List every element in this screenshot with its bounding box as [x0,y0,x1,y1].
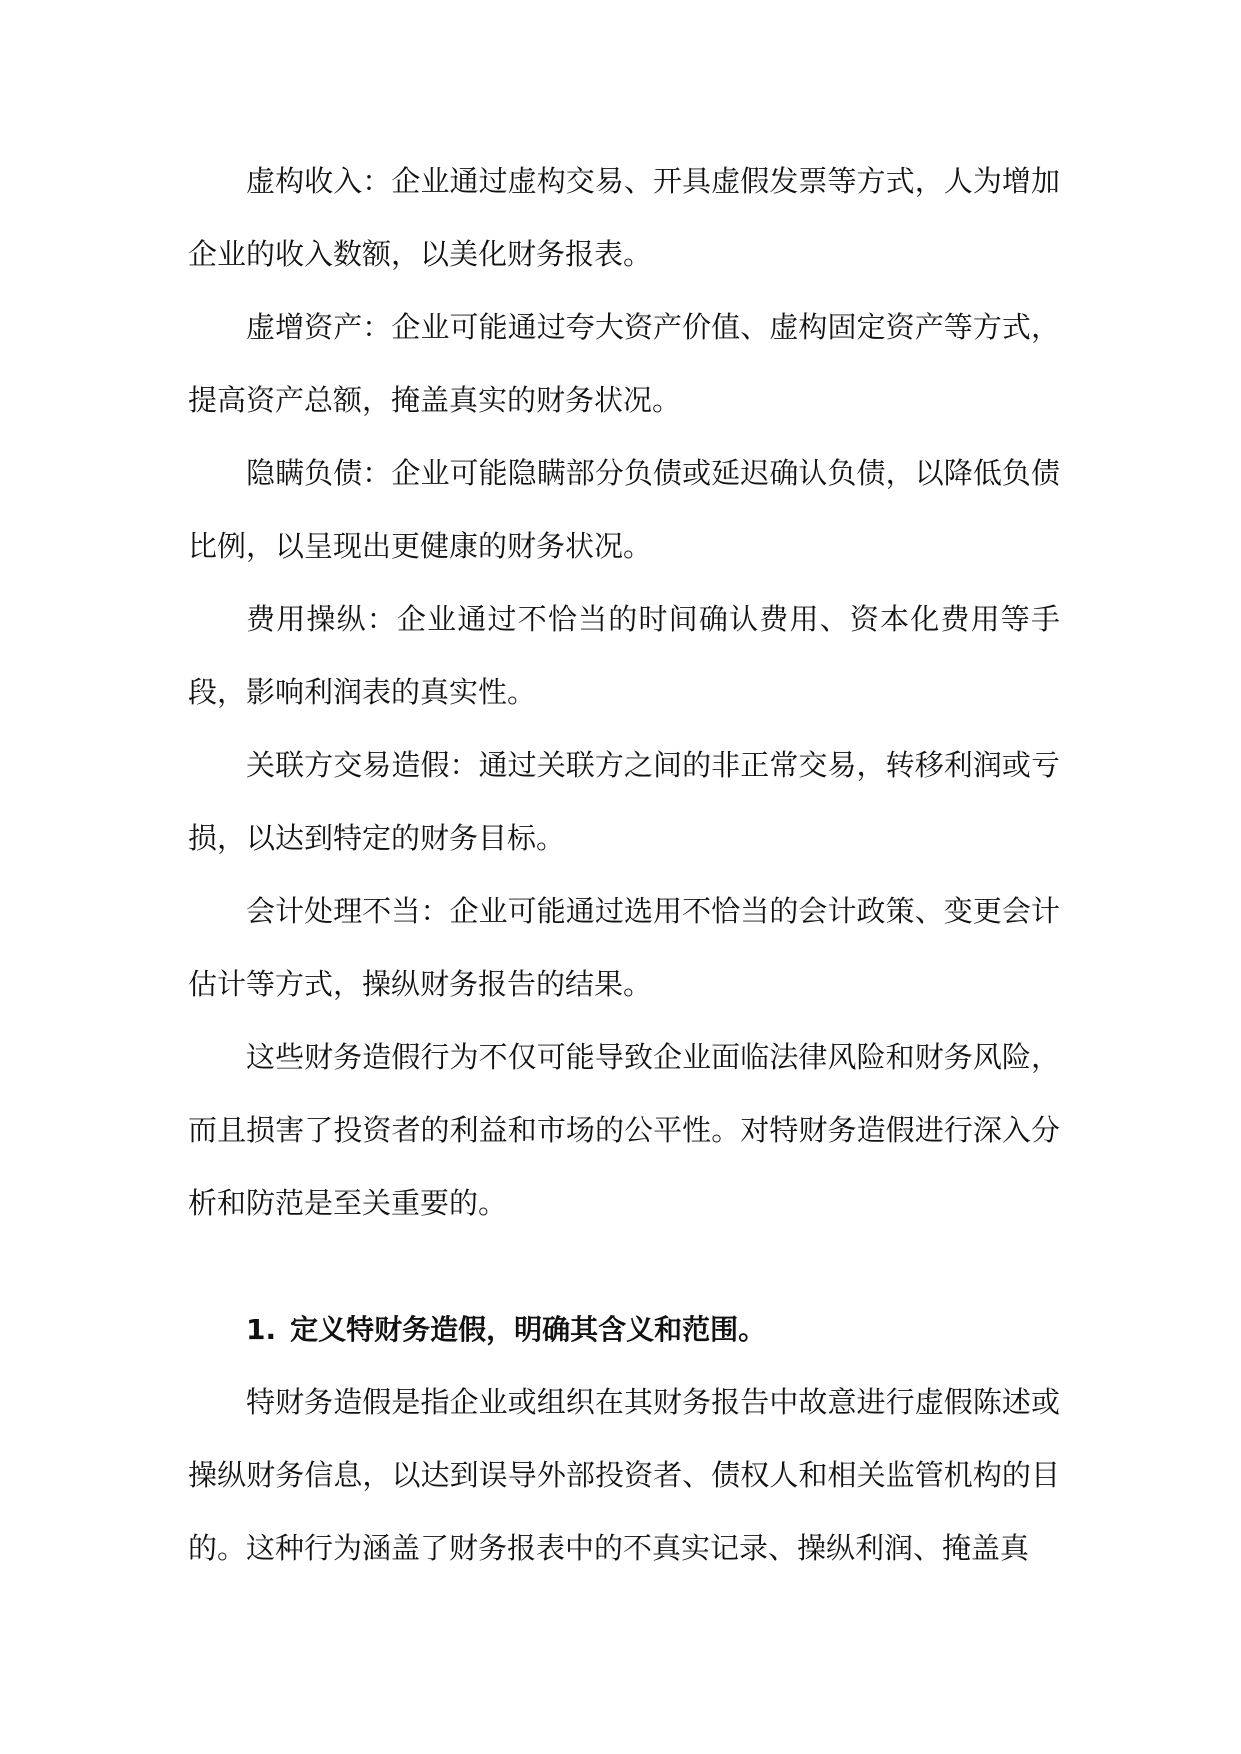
paragraph-inflated-assets: 虚增资产：企业可能通过夸大资产价值、虚构固定资产等方式，提高资产总额，掩盖真实的财务状况。 [188,310,1060,417]
document-body [188,145,1060,1585]
paragraph-fictitious-revenue: 虚构收入：企业通过虚构交易、开具虚假发票等方式，人为增加企业的收入数额，以美化财务报表。 [188,164,1060,271]
paragraph-improper-accounting: 会计处理不当：企业可能通过选用不恰当的会计政策、变更会计估计等方式，操纵财务报告的结果。 [188,894,1060,1001]
section-heading [188,1293,1060,1366]
paragraph-hidden-liabilities: 隐瞒负债：企业可能隐瞒部分负债或延迟确认负债，以降低负债比例，以呈现出更健康的财务状况。 [188,456,1060,563]
section-title: 定义特财务造假，明确其含义和范围。 [290,1313,767,1346]
paragraph-summary: 这些财务造假行为不仅可能导致企业面临法律风险和财务风险，而且损害了投资者的利益和市场的公平性。对特财务造假进行深入分析和防范是至关重要的。 [188,1040,1060,1220]
section-number: 1. [246,1313,277,1346]
paragraph-related-party-fraud: 关联方交易造假：通过关联方之间的非正常交易，转移利润或亏损，以达到特定的财务目标。 [188,748,1060,855]
paragraph-expense-manipulation: 费用操纵：企业通过不恰当的时间确认费用、资本化费用等手段，影响利润表的真实性。 [188,602,1060,709]
paragraph-definition: 特财务造假是指企业或组织在其财务报告中故意进行虚假陈述或操纵财务信息，以达到误导外部投资者、债权人和相关监管机构的目的。这种行为涵盖了财务报表中的不真实记录、操纵利润、掩盖真 [188,1385,1060,1565]
